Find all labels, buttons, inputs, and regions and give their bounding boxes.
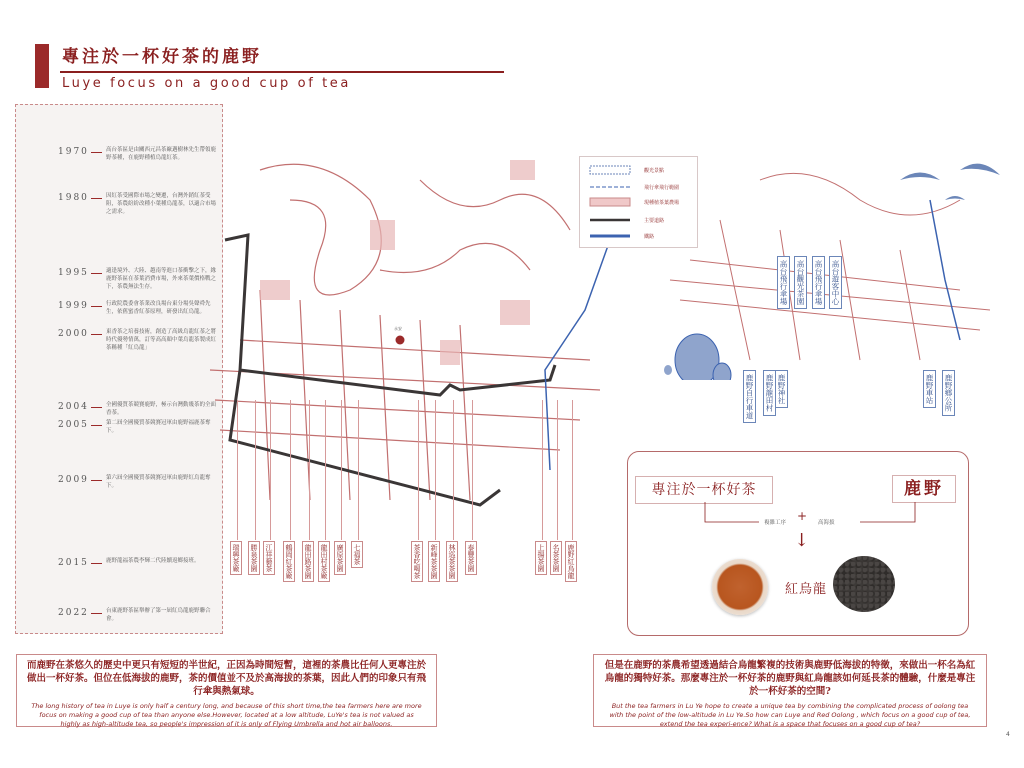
intro-zh: 而鹿野在茶悠久的歷史中更只有短短的半世紀，正因為時間短暫，這裡的茶農比任何人更專注於做出一杯好茶。但位在低海拔的鹿野，茶的價值並不及於高海拔的茶葉，因此人們的印象只有飛行傘與熱氣球。	[26, 660, 426, 697]
page-subtitle: Luye focus on a good cup of tea	[62, 76, 351, 91]
timeline-panel	[15, 104, 223, 634]
arrow-down-icon: ↓	[794, 530, 810, 551]
altitude-label: 高海拔	[818, 520, 835, 526]
map-place-label: 名茶茶園	[550, 541, 562, 575]
map-leader-line	[542, 400, 543, 540]
timeline-tick	[91, 480, 102, 481]
timeline-text: 適逢境外、大陸、越南等進口茶衝擊之下，緣鹿野茶區在茶葉消費市場，外來茶葉價格戰之下，茶農無法生存。	[106, 268, 217, 290]
map-leader-line	[270, 400, 271, 540]
legend-item: 現種植茶葉農場	[644, 200, 680, 206]
area-place-label: 鹿野神社	[775, 370, 788, 408]
timeline-text: 高台茶區是由關西元昌茶廠邁樹林先生帶領鹿野茶種，在鹿野種植烏龍紅茶。	[106, 147, 217, 161]
intro-en: The long history of tea in Luye is only half a century long, and because of this short time,the tea farmers here are more focus on making a good cup of tea than anyone else.However, located at a low altitude, LuYe's tea is not valued as highly as high-altitude tea, so people's impression of it is only of Flying Umbrella and hot air balloons.	[31, 702, 422, 728]
focus-tag: 專注於一杯好茶	[635, 476, 773, 504]
legend-item: 觀光景點	[644, 168, 665, 174]
timeline-year: 1970	[58, 147, 89, 157]
map-leader-line	[237, 400, 238, 540]
map-leader-line	[572, 400, 573, 540]
connector-lines	[695, 500, 925, 530]
result-label: 紅烏龍	[785, 582, 828, 597]
map-leader-line	[309, 400, 310, 540]
plus-icon: +	[797, 509, 808, 523]
map-place-label: 茶香吃喝茶	[411, 541, 423, 582]
map-leader-line	[290, 400, 291, 540]
map-leader-line	[418, 400, 419, 540]
timeline-text: 全國優質茶競賽鹿野，極示台灣動幾茶的全面香茶。	[106, 402, 217, 416]
timeline-text: 東香茶之培養技術，創造了高級烏龍紅茶之將時代優勢情萬，訂等高高顏中葉烏龍茶製成紅茶稱種「紅烏龍」	[106, 329, 217, 351]
timeline-tick	[91, 306, 102, 307]
map-leader-line	[325, 400, 326, 540]
timeline-year: 1980	[58, 193, 89, 203]
timeline-year: 2022	[58, 608, 89, 618]
map-place-label: 林巡茶茶園	[446, 541, 458, 582]
map-leader-line	[472, 400, 473, 540]
timeline-tick	[91, 334, 102, 335]
map-place-label: 江祥藝茶	[263, 541, 275, 575]
timeline-tick	[91, 273, 102, 274]
timeline-year: 1999	[58, 301, 89, 311]
timeline-year: 2004	[58, 402, 89, 412]
process-label: 複雜工序	[764, 520, 787, 526]
hot-air-balloon	[664, 334, 731, 380]
area-place-label: 鹿野龍田村	[763, 370, 776, 416]
area-place-label: 高台飛行傘場	[777, 256, 790, 309]
intro-text-box	[16, 654, 437, 727]
map-leader-line	[557, 400, 558, 540]
timeline-tick	[91, 425, 102, 426]
tea-cup-image	[712, 559, 768, 615]
area-place-label: 高台飛行傘場	[812, 256, 825, 309]
map-place-label: 七福茶	[351, 541, 363, 568]
area-place-label: 鹿野自行車道	[743, 370, 756, 423]
area-place-label: 高台觀光茶園	[794, 256, 807, 309]
area-place-label: 高台遊客中心	[829, 256, 842, 309]
map-place-label: 新峰茶茶園	[428, 541, 440, 582]
page-title: 專注於一杯好茶的鹿野	[62, 47, 262, 67]
legend-item: 鐵路	[644, 234, 655, 240]
map-place-label: 鶴岡紅茶廠	[283, 541, 295, 582]
map-leader-line	[453, 400, 454, 540]
luye-tag: 鹿野	[892, 475, 956, 503]
map-place-label: 勝泉茶園	[248, 541, 260, 575]
timeline-tick	[91, 198, 102, 199]
timeline-text: 因紅茶受國際市場之變遷，台灣外銷紅茶受阻，茶農紛紛改種小葉種烏龍茶，以適合市場之需求。	[106, 193, 217, 215]
map-place-label: 鹿野紅烏龍	[565, 541, 577, 582]
timeline-tick	[91, 152, 102, 153]
page-number: 4	[1006, 731, 1010, 738]
map-leader-line	[255, 400, 256, 540]
map-leader-line	[435, 400, 436, 540]
timeline-year: 2009	[58, 475, 89, 485]
timeline-text: 鹿野龍福茶農李輝二代陸續返鄉接班。	[106, 558, 200, 564]
map-place-label: 龍田村茶廠	[318, 541, 330, 582]
map-place-label: 泰豐茶園	[465, 541, 477, 575]
legend-item: 主要道路	[644, 218, 665, 224]
timeline-year: 1995	[58, 268, 89, 278]
map-leader-line	[358, 400, 359, 540]
legend-item: 飛行傘飛行範圍	[644, 185, 680, 191]
map-place-label: 上揚茶園	[535, 541, 547, 575]
timeline-tick	[91, 407, 102, 408]
timeline-text: 第二屆全國優質茶競賽冠軍由鹿野福鹿茶奪下。	[106, 420, 211, 434]
poi-label: 永安	[394, 326, 402, 331]
timeline-text: 第六屆全國優質茶競賽冠軍由鹿野紅烏龍奪下。	[106, 475, 211, 489]
area-place-label: 鹿野車站	[923, 370, 936, 408]
timeline-tick	[91, 563, 102, 564]
timeline-tick	[91, 613, 102, 614]
map-place-label: 瑞興茶廠	[230, 541, 242, 575]
timeline-year: 2005	[58, 420, 89, 430]
question-text-box	[593, 654, 987, 727]
map-place-label: 龍田路茶園	[302, 541, 314, 582]
timeline-text: 行政院農委會茶業改良場台東分場吳聲舜先生，依舊蜜香紅茶原理，研發出紅烏龍。	[106, 301, 211, 315]
tea-leaves-image	[833, 556, 895, 612]
question-en: But the tea farmers in Lu Ye hope to create a unique tea by combining the complicated process of oolong tea with the point of the low-altitude in Lu Ye.So how can Luye and Red Oolong , which focus on a good cup of tea, extend the tea experi-ence? What is a space that focuses on a good cup of tea?	[609, 702, 971, 728]
title-accent-bar	[35, 44, 49, 88]
timeline-year: 2015	[58, 558, 89, 568]
timeline-text: 台東鹿野茶區舉辦了第一屆紅烏龍鹿野聯合會。	[106, 608, 211, 622]
timeline-year: 2000	[58, 329, 89, 339]
area-place-label: 鹿野鄉公所	[942, 370, 955, 416]
map-place-label: 廣原茶園	[334, 541, 346, 575]
title-divider	[60, 71, 504, 73]
question-zh: 但是在鹿野的茶農希望透過結合烏龍繁複的技術與鹿野低海拔的特徵，來做出一杯名為紅烏龍的獨特好茶。那麼專注於一杯好茶的鹿野與紅烏龍該如何延長茶的體驗，什麼是專注於一杯好茶的空間?	[604, 660, 976, 697]
map-leader-line	[341, 400, 342, 540]
